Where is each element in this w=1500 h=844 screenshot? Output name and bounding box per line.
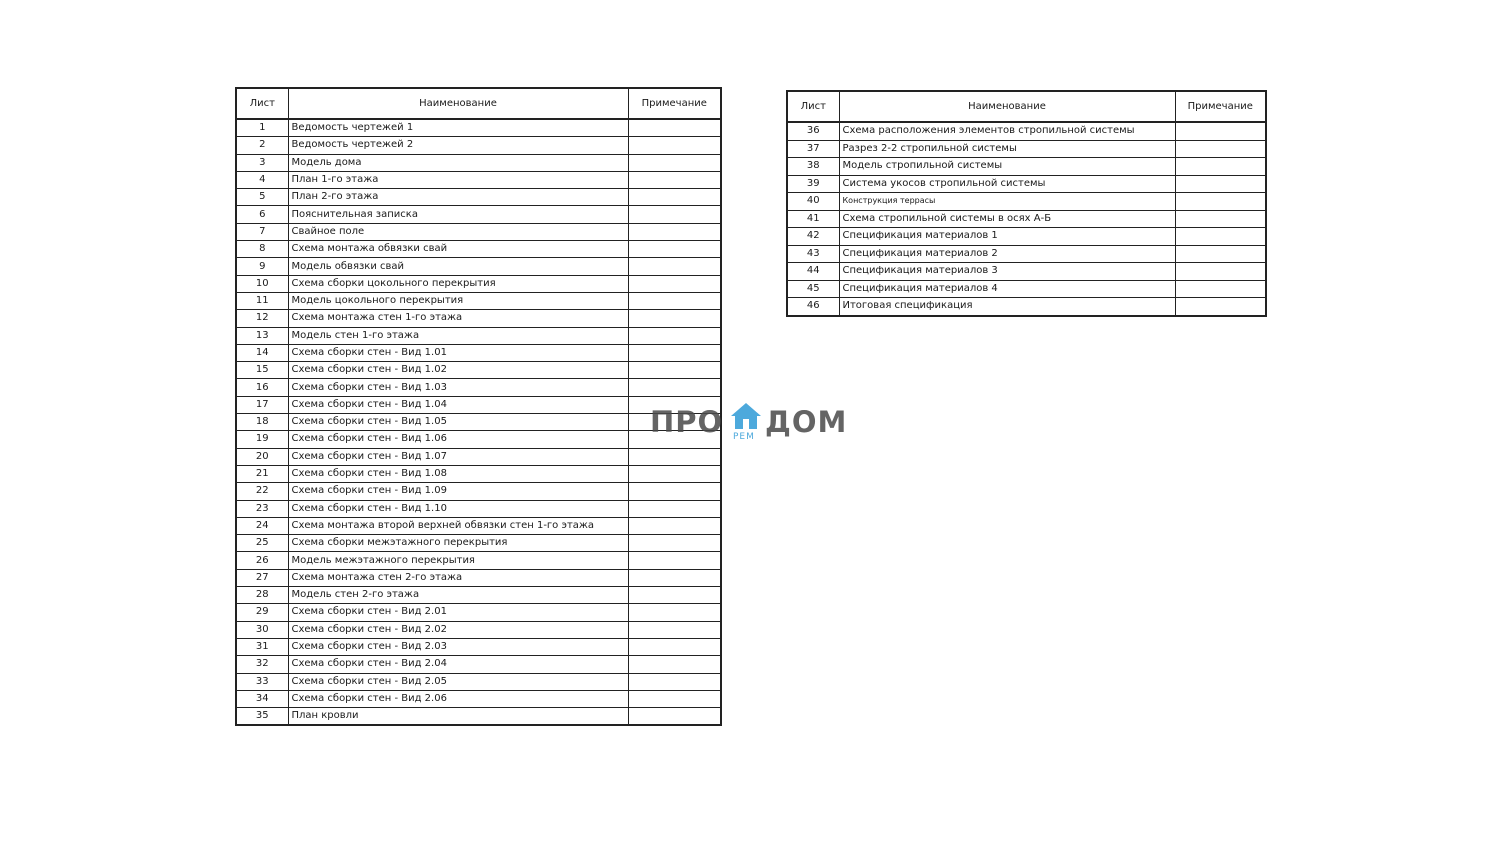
- sheet-note: [1175, 140, 1266, 158]
- table-row: [236, 344, 721, 361]
- header-name: Наименование: [288, 88, 628, 119]
- table-row: [236, 223, 721, 240]
- table-row: [787, 175, 1266, 193]
- sheet-note: [1175, 228, 1266, 246]
- sheet-note: [1175, 122, 1266, 140]
- sheet-number: 34: [236, 690, 288, 707]
- sheet-number: 12: [236, 310, 288, 327]
- table-row: [236, 569, 721, 586]
- sheet-note: [628, 258, 721, 275]
- table-row: [236, 690, 721, 707]
- sheet-title: Конструкция террасы: [839, 193, 1175, 211]
- sheet-number: 25: [236, 535, 288, 552]
- table-body-right: [787, 122, 1266, 316]
- table-row: [236, 673, 721, 690]
- sheet-note: [628, 327, 721, 344]
- sheet-number: 27: [236, 569, 288, 586]
- sheet-title: Схема сборки стен - Вид 2.04: [288, 656, 628, 673]
- house-icon: [730, 402, 762, 430]
- sheet-number: 10: [236, 275, 288, 292]
- sheet-number: 24: [236, 517, 288, 534]
- sheet-title: План кровли: [288, 708, 628, 726]
- sheet-note: [628, 379, 721, 396]
- sheet-title: Итоговая спецификация: [839, 298, 1175, 316]
- sheet-note: [628, 448, 721, 465]
- table-header-row: [787, 91, 1266, 122]
- sheet-number: 2: [236, 137, 288, 154]
- sheet-title: Разрез 2-2 стропильной системы: [839, 140, 1175, 158]
- sheet-title: Модель стен 2-го этажа: [288, 587, 628, 604]
- table-row: [236, 587, 721, 604]
- sheet-number: 21: [236, 465, 288, 482]
- sheet-number: 32: [236, 656, 288, 673]
- sheet-title: Схема сборки стен - Вид 1.06: [288, 431, 628, 448]
- sheet-note: [628, 500, 721, 517]
- sheet-title: Система укосов стропильной системы: [839, 175, 1175, 193]
- sheet-number: 8: [236, 241, 288, 258]
- sheet-number: 42: [787, 228, 839, 246]
- sheet-number: 5: [236, 189, 288, 206]
- sheet-note: [628, 396, 721, 413]
- sheet-note: [628, 587, 721, 604]
- sheet-title: Схема сборки стен - Вид 2.06: [288, 690, 628, 707]
- sheet-title: Схема сборки межэтажного перекрытия: [288, 535, 628, 552]
- table-row: [236, 310, 721, 327]
- table-row: [236, 292, 721, 309]
- sheet-number: 17: [236, 396, 288, 413]
- sheet-note: [628, 292, 721, 309]
- sheet-number: 26: [236, 552, 288, 569]
- sheet-number: 1: [236, 119, 288, 137]
- sheet-title: Спецификация материалов 3: [839, 263, 1175, 281]
- sheet-title: Схема монтажа стен 2-го этажа: [288, 569, 628, 586]
- sheet-title: Схема монтажа второй верхней обвязки стен 1-го этажа: [288, 517, 628, 534]
- sheet-note: [628, 431, 721, 448]
- sheet-number: 38: [787, 158, 839, 176]
- sheet-note: [628, 241, 721, 258]
- sheet-number: 18: [236, 414, 288, 431]
- sheet-number: 29: [236, 604, 288, 621]
- table-row: [236, 171, 721, 188]
- sheet-number: 19: [236, 431, 288, 448]
- table-row: [787, 263, 1266, 281]
- watermark-text-right: ДОМ: [765, 405, 848, 439]
- sheet-note: [628, 708, 721, 726]
- table-row: [236, 154, 721, 171]
- table-row: [236, 465, 721, 482]
- sheet-title: Модель стропильной системы: [839, 158, 1175, 176]
- sheet-number: 35: [236, 708, 288, 726]
- sheet-title: Модель стен 1-го этажа: [288, 327, 628, 344]
- sheet-number: 11: [236, 292, 288, 309]
- sheet-number: 22: [236, 483, 288, 500]
- sheet-note: [628, 673, 721, 690]
- sheet-number: 15: [236, 362, 288, 379]
- sheet-title: Схема сборки стен - Вид 1.05: [288, 414, 628, 431]
- sheet-note: [628, 223, 721, 240]
- header-note: Примечание: [1175, 91, 1266, 122]
- table-row: [787, 210, 1266, 228]
- sheet-title: Спецификация материалов 2: [839, 245, 1175, 263]
- sheet-title: Схема сборки стен - Вид 1.09: [288, 483, 628, 500]
- table-row: [236, 258, 721, 275]
- sheet-number: 7: [236, 223, 288, 240]
- sheet-title: Схема монтажа стен 1-го этажа: [288, 310, 628, 327]
- sheet-number: 3: [236, 154, 288, 171]
- table-row: [236, 483, 721, 500]
- sheet-number: 44: [787, 263, 839, 281]
- table-row: [236, 119, 721, 137]
- sheet-title: Схема стропильной системы в осях А-Б: [839, 210, 1175, 228]
- sheet-number: 36: [787, 122, 839, 140]
- table-row: [236, 137, 721, 154]
- sheet-note: [1175, 175, 1266, 193]
- sheet-title: Схема сборки стен - Вид 2.03: [288, 638, 628, 655]
- table-row: [236, 535, 721, 552]
- table-header-row: [236, 88, 721, 119]
- header-sheet: Лист: [236, 88, 288, 119]
- sheet-title: Схема сборки стен - Вид 1.02: [288, 362, 628, 379]
- header-name: Наименование: [839, 91, 1175, 122]
- table-row: [236, 362, 721, 379]
- sheet-note: [628, 275, 721, 292]
- sheet-title: Модель дома: [288, 154, 628, 171]
- sheet-number: 6: [236, 206, 288, 223]
- table-row: [236, 552, 721, 569]
- sheet-note: [1175, 193, 1266, 211]
- drawing-list-table-left: [235, 87, 722, 726]
- header-sheet: Лист: [787, 91, 839, 122]
- sheet-title: План 1-го этажа: [288, 171, 628, 188]
- table-row: [236, 396, 721, 413]
- table-row: [787, 298, 1266, 316]
- sheet-number: 43: [787, 245, 839, 263]
- sheet-title: Спецификация материалов 1: [839, 228, 1175, 246]
- table-row: [787, 280, 1266, 298]
- table-row: [236, 517, 721, 534]
- sheet-note: [1175, 158, 1266, 176]
- sheet-title: Схема сборки стен - Вид 2.01: [288, 604, 628, 621]
- sheet-note: [628, 206, 721, 223]
- sheet-title: Схема расположения элементов стропильной системы: [839, 122, 1175, 140]
- sheet-number: 46: [787, 298, 839, 316]
- sheet-note: [628, 189, 721, 206]
- sheet-note: [628, 171, 721, 188]
- sheet-number: 39: [787, 175, 839, 193]
- table-row: [236, 621, 721, 638]
- sheet-number: 9: [236, 258, 288, 275]
- table-row: [787, 158, 1266, 176]
- table-row: [236, 275, 721, 292]
- sheet-number: 4: [236, 171, 288, 188]
- sheet-title: Схема сборки стен - Вид 2.05: [288, 673, 628, 690]
- sheet-title: Модель межэтажного перекрытия: [288, 552, 628, 569]
- table-row: [236, 414, 721, 431]
- sheet-title: Спецификация материалов 4: [839, 280, 1175, 298]
- sheet-number: 31: [236, 638, 288, 655]
- sheet-title: Свайное поле: [288, 223, 628, 240]
- sheet-number: 37: [787, 140, 839, 158]
- sheet-note: [1175, 210, 1266, 228]
- sheet-title: План 2-го этажа: [288, 189, 628, 206]
- table-row: [236, 638, 721, 655]
- sheet-note: [628, 119, 721, 137]
- sheet-title: Схема сборки стен - Вид 1.01: [288, 344, 628, 361]
- sheet-title: Ведомость чертежей 1: [288, 119, 628, 137]
- sheet-note: [628, 137, 721, 154]
- sheet-title: Ведомость чертежей 2: [288, 137, 628, 154]
- sheet-number: 45: [787, 280, 839, 298]
- table-row: [236, 708, 721, 726]
- sheet-note: [628, 621, 721, 638]
- table-row: [236, 448, 721, 465]
- sheet-title: Схема сборки стен - Вид 1.10: [288, 500, 628, 517]
- sheet-note: [628, 414, 721, 431]
- table-row: [787, 228, 1266, 246]
- sheet-note: [1175, 263, 1266, 281]
- sheet-title: Схема сборки стен - Вид 1.08: [288, 465, 628, 482]
- sheet-note: [628, 362, 721, 379]
- sheet-title: Схема монтажа обвязки свай: [288, 241, 628, 258]
- sheet-title: Схема сборки цокольного перекрытия: [288, 275, 628, 292]
- sheet-number: 28: [236, 587, 288, 604]
- table-row: [236, 656, 721, 673]
- table-row: [236, 604, 721, 621]
- sheet-number: 40: [787, 193, 839, 211]
- drawing-list-table-right: [786, 90, 1267, 317]
- sheet-title: Схема сборки стен - Вид 1.07: [288, 448, 628, 465]
- sheet-number: 20: [236, 448, 288, 465]
- sheet-note: [1175, 298, 1266, 316]
- sheet-note: [628, 465, 721, 482]
- table-row: [787, 245, 1266, 263]
- sheet-note: [628, 638, 721, 655]
- sheet-number: 16: [236, 379, 288, 396]
- sheet-note: [628, 517, 721, 534]
- sheet-note: [628, 690, 721, 707]
- table-row: [236, 206, 721, 223]
- table-row: [236, 500, 721, 517]
- sheet-note: [628, 535, 721, 552]
- sheet-note: [1175, 280, 1266, 298]
- table-body-left: [236, 119, 724, 725]
- sheet-title: Схема сборки стен - Вид 2.02: [288, 621, 628, 638]
- sheet-note: [628, 656, 721, 673]
- table-row: [236, 241, 721, 258]
- watermark-text-left: ПРО: [650, 405, 724, 439]
- sheet-note: [628, 154, 721, 171]
- table-row: [787, 140, 1266, 158]
- sheet-number: 14: [236, 344, 288, 361]
- sheet-note: [628, 552, 721, 569]
- table-row: [236, 379, 721, 396]
- sheet-note: [1175, 245, 1266, 263]
- sheet-number: 23: [236, 500, 288, 517]
- table-row: [236, 431, 721, 448]
- sheet-title: Пояснительная записка: [288, 206, 628, 223]
- sheet-note: [628, 569, 721, 586]
- sheet-note: [628, 344, 721, 361]
- sheet-title: Схема сборки стен - Вид 1.04: [288, 396, 628, 413]
- sheet-note: [628, 310, 721, 327]
- table-row: [787, 122, 1266, 140]
- sheet-number: 33: [236, 673, 288, 690]
- sheet-note: [628, 483, 721, 500]
- sheet-title: Схема сборки стен - Вид 1.03: [288, 379, 628, 396]
- sheet-number: 13: [236, 327, 288, 344]
- table-row: [236, 189, 721, 206]
- table-row: [787, 193, 1266, 211]
- sheet-number: 30: [236, 621, 288, 638]
- watermark-subtext: РЕМ: [733, 432, 755, 442]
- sheet-number: 41: [787, 210, 839, 228]
- sheet-title: Модель цокольного перекрытия: [288, 292, 628, 309]
- table-row: [236, 327, 721, 344]
- header-note: Примечание: [628, 88, 721, 119]
- sheet-title: Модель обвязки свай: [288, 258, 628, 275]
- sheet-note: [628, 604, 721, 621]
